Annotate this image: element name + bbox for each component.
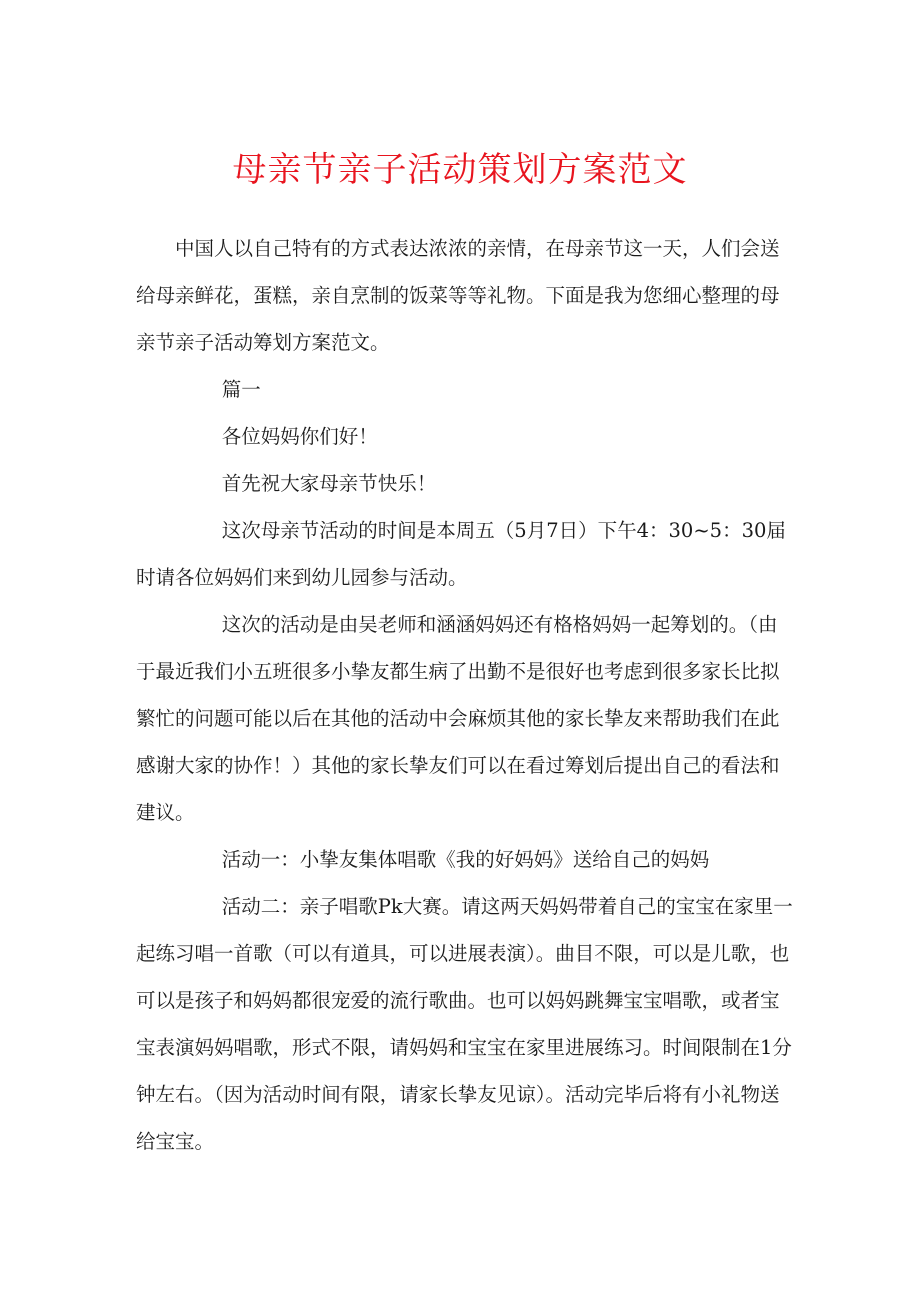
- section-heading: 篇一: [221, 378, 261, 401]
- document-body: [136, 225, 796, 1165]
- activity-one: 活动一：小挚友集体唱歌《我的好妈妈》送给自己的妈妈: [221, 848, 710, 871]
- activity-two: 活动二：亲子唱歌Pk大赛。请这两天妈妈带着自己的宝宝在家里一起练习唱一首歌（可以有道具，可以进展表演）。曲目不限，可以是儿歌，也可以是孩子和妈妈都很宠爱的流行歌曲。也可以妈妈跳舞宝宝唱歌，或者宝宝表演妈妈唱歌，形式不限，请妈妈和宝宝在家里进展练习。时间限制在1分钟左右。（因为活动时间有限，请家长挚友见谅）。活动完毕后将有小礼物送给宝宝。: [136, 895, 793, 1153]
- greeting-line: 各位妈妈你们好！: [221, 425, 378, 448]
- wish-line: 首先祝大家母亲节快乐！: [221, 472, 437, 495]
- intro-paragraph: 中国人以自己特有的方式表达浓浓的亲情，在母亲节这一天，人们会送给母亲鲜花，蛋糕，亲自烹制的饭菜等等礼物。下面是我为您细心整理的母亲节亲子活动筹划方案范文。: [136, 237, 780, 354]
- document-title: 母亲节亲子活动策划方案范文: [232, 150, 688, 190]
- organizer-paragraph: 这次的活动是由吴老师和涵涵妈妈还有格格妈妈一起筹划的。（由于最近我们小五班很多小挚友都生病了出勤不是很好也考虑到很多家长比拟繁忙的问题可能以后在其他的活动中会麻烦其他的家长挚友来帮助我们在此感谢大家的协作！）其他的家长挚友们可以在看过筹划后提出自己的看法和建议。: [136, 613, 780, 824]
- time-paragraph: 这次母亲节活动的时间是本周五（5月7日）下午4：30~5：30届时请各位妈妈们来到幼儿园参与活动。: [136, 519, 786, 589]
